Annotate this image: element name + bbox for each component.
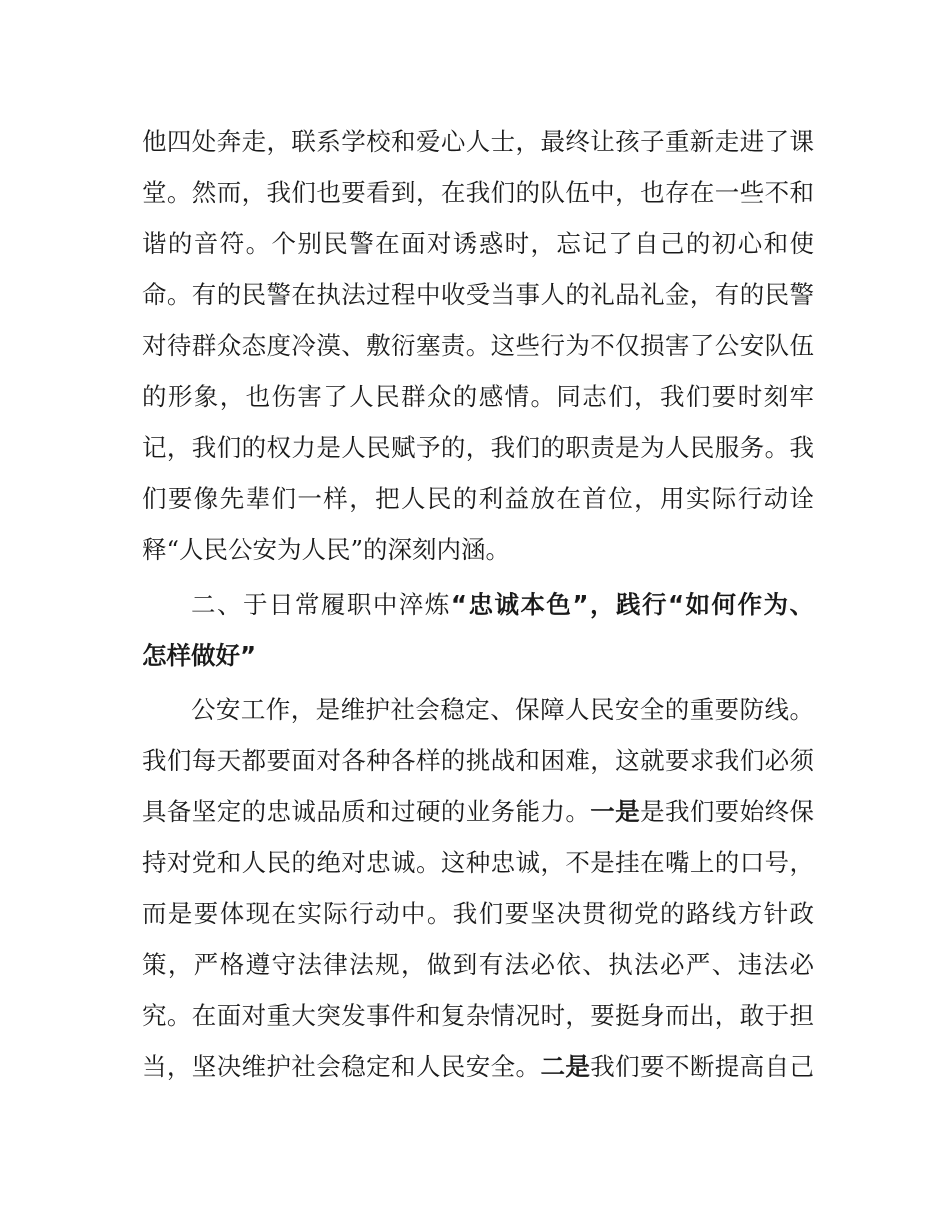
paragraph-line: 释“人民公安为人民”的深刻内涵。 <box>142 535 511 564</box>
emphasis-label: 二是 <box>540 1052 591 1081</box>
paragraph-line: 记，我们的权力是人民赋予的，我们的职责是为人民服务。我 <box>142 433 814 462</box>
paragraph-line: 公安工作，是维护社会稳定、保障人民安全的重要防线。 <box>191 695 814 724</box>
paragraph-line: 堂。然而，我们也要看到，在我们的队伍中，也存在一些不和 <box>142 178 814 207</box>
paragraph-line <box>142 1047 814 1087</box>
paragraph-line: 我们每天都要面对各种各样的挑战和困难，这就要求我们必须 <box>142 746 814 775</box>
paragraph-line: 他四处奔走，联系学校和爱心人士，最终让孩子重新走进了课 <box>142 127 814 156</box>
paragraph-line: 命。有的民警在执法过程中收受当事人的礼品礼金，有的民警 <box>142 280 814 309</box>
emphasis-label: 一是 <box>590 797 641 826</box>
paragraph-line: 对待群众态度冷漠、敷衍塞责。这些行为不仅损害了公安队伍 <box>142 331 814 360</box>
paragraph-text: 我们要不断提高自己 <box>590 1052 814 1081</box>
paragraph-line: 而是要体现在实际行动中。我们要坚决贯彻党的路线方针政 <box>142 899 814 928</box>
paragraph-line: 们要像先辈们一样，把人民的利益放在首位，用实际行动诠 <box>142 484 814 513</box>
paragraph-line: 谐的音符。个别民警在面对诱惑时，忘记了自己的初心和使 <box>142 229 814 258</box>
paragraph-line: 究。在面对重大突发事件和复杂情况时，要挺身而出，敢于担 <box>142 1001 814 1030</box>
paragraph-text: 是我们要始终保 <box>640 797 814 826</box>
section-heading <box>191 585 814 625</box>
paragraph-line: 持对党和人民的绝对忠诚。这种忠诚，不是挂在嘴上的口号， <box>142 848 814 877</box>
section-heading-continued: 怎样做好” <box>142 641 257 670</box>
paragraph-text: 具备坚定的忠诚品质和过硬的业务能力。 <box>142 797 591 826</box>
heading-prefix: 二、于日常履职中淬炼 <box>191 590 451 619</box>
paragraph-line: 策，严格遵守法律法规，做到有法必依、执法必严、违法必 <box>142 950 814 979</box>
paragraph-line: 的形象，也伤害了人民群众的感情。同志们，我们要时刻牢 <box>142 382 814 411</box>
paragraph-text: 当，坚决维护社会稳定和人民安全。 <box>142 1052 541 1081</box>
paragraph-line <box>142 792 814 832</box>
heading-emphasis: “忠诚本色”，践行“如何作为、 <box>450 590 814 619</box>
